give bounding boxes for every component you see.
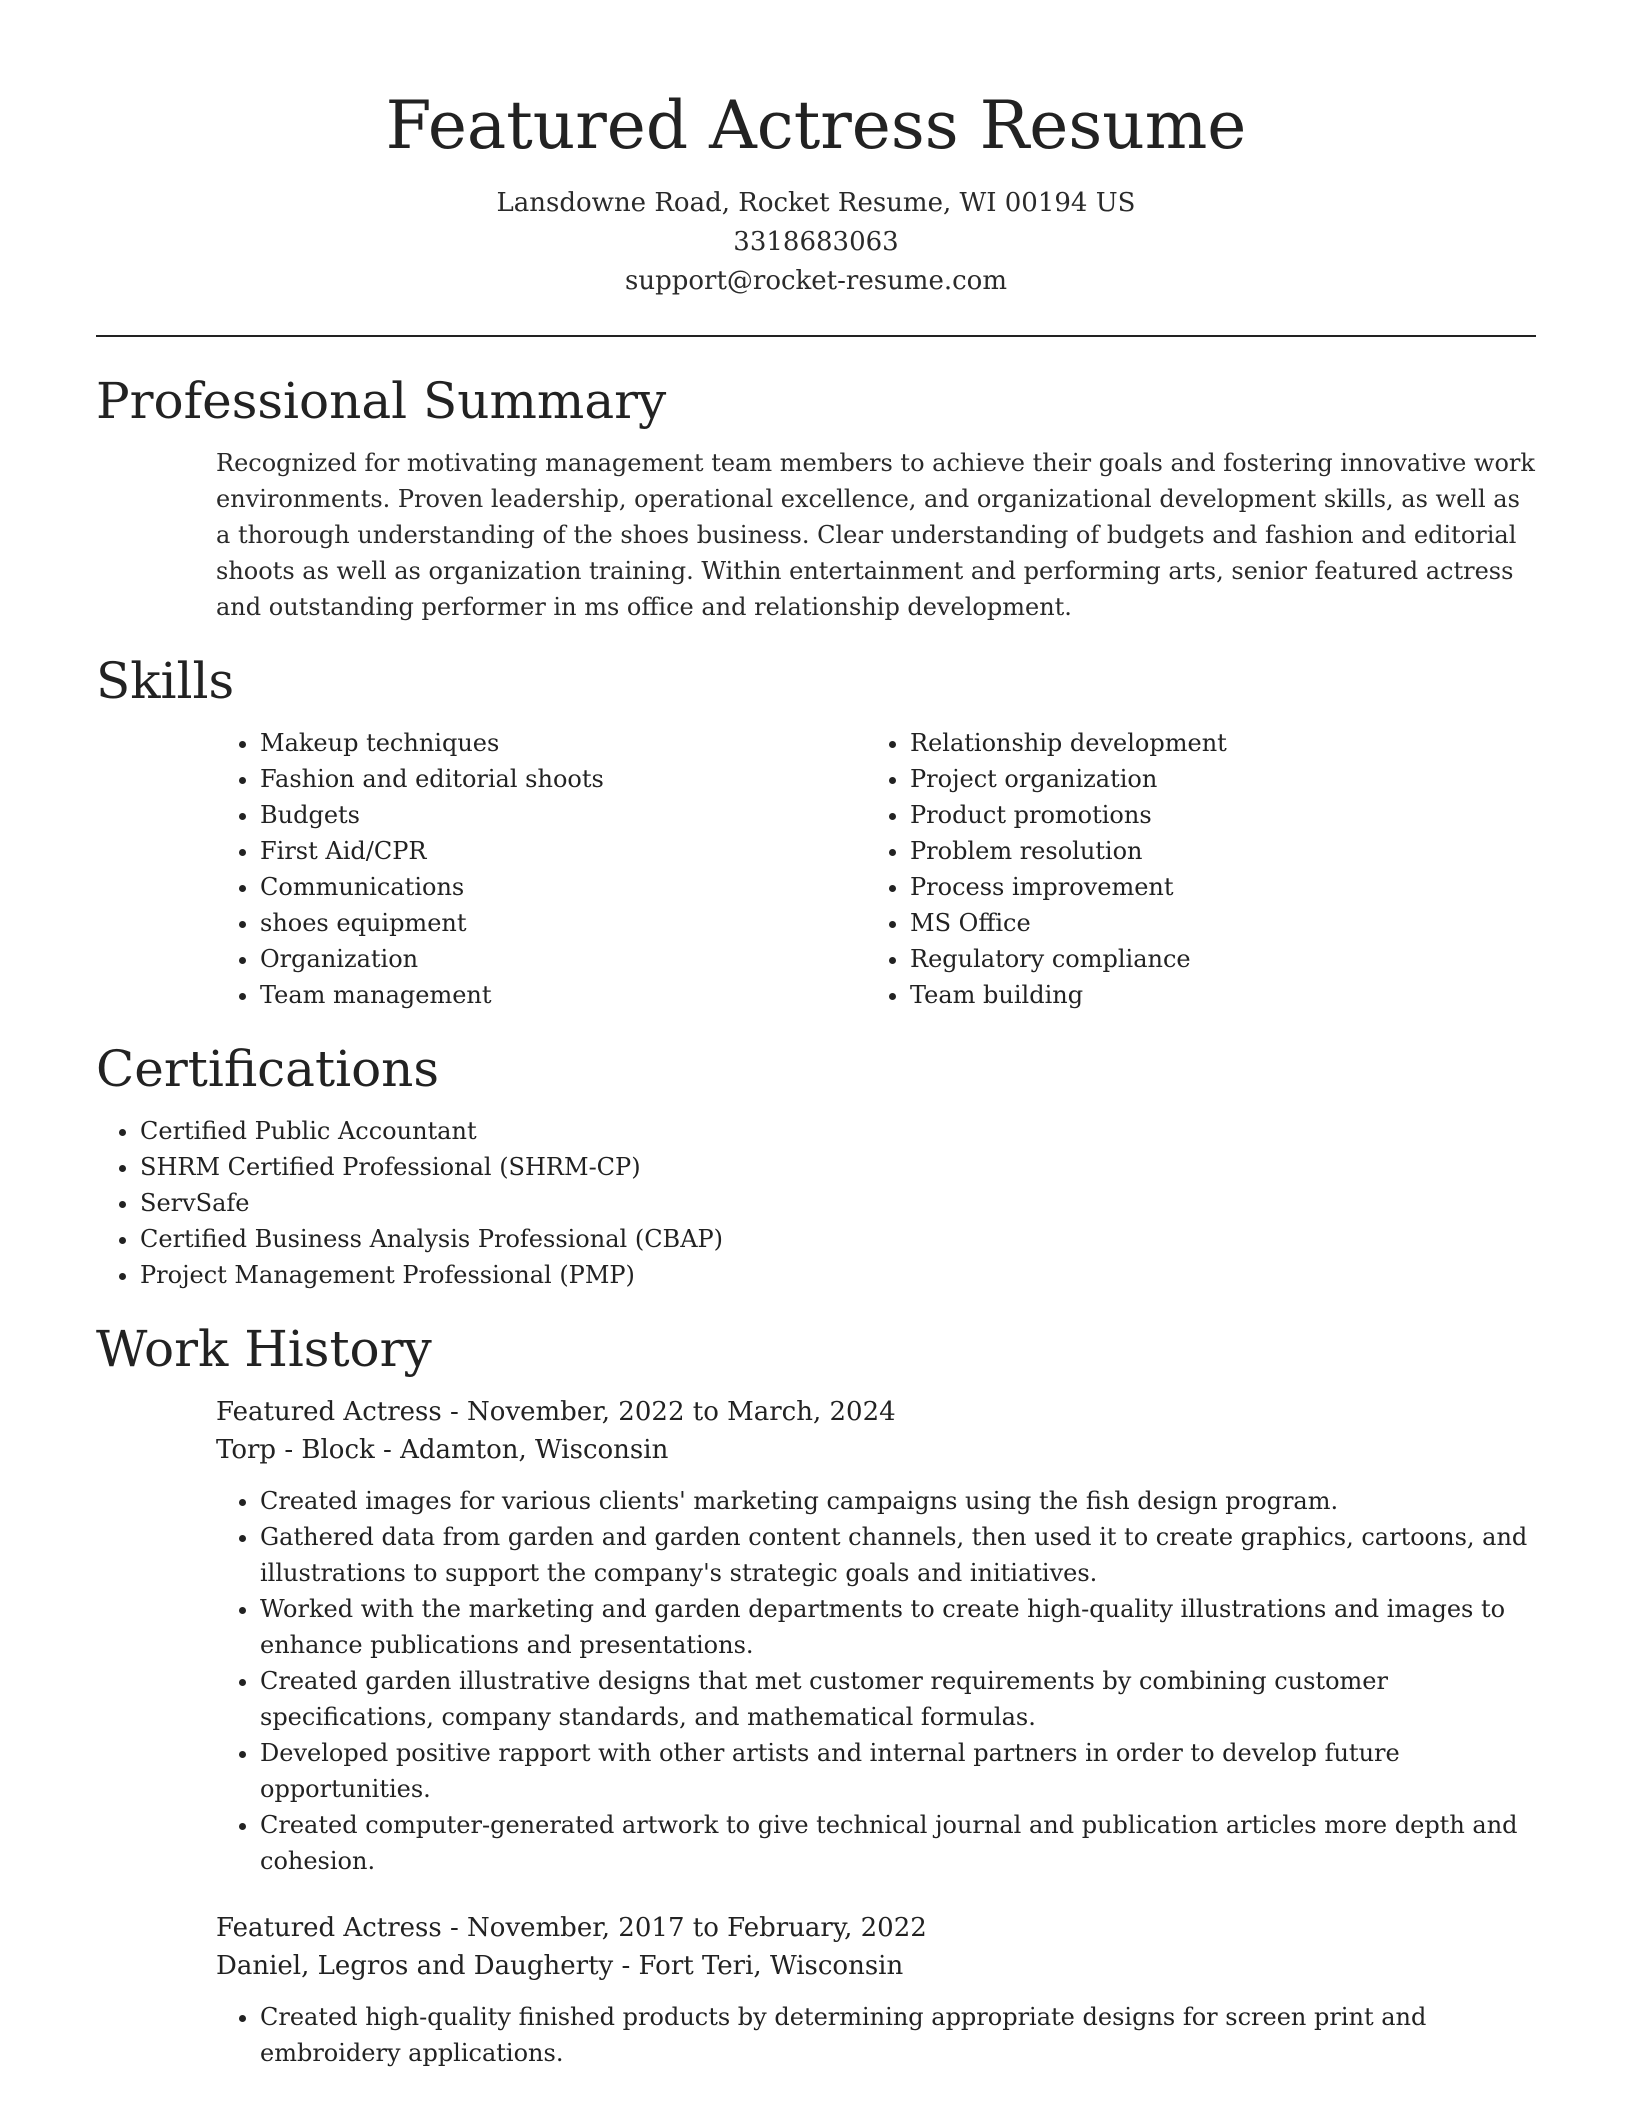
job-title-line: Featured Actress - November, 2017 to February, 2022 xyxy=(216,1913,927,1943)
certification-item: • Certified Business Analysis Professional (CBAP) xyxy=(140,1221,1536,1257)
job-entry xyxy=(216,1909,1536,2071)
skills-column-right xyxy=(866,725,1516,1013)
header-divider xyxy=(96,335,1536,337)
skill-item: • Makeup techniques xyxy=(260,725,866,761)
skills-title: Skills xyxy=(96,652,235,710)
job-location: Adamton, Wisconsin xyxy=(400,1435,669,1465)
certification-item: • Certified Public Accountant xyxy=(140,1113,1536,1149)
skill-item: • Regulatory compliance xyxy=(910,941,1516,977)
skills-column-left xyxy=(216,725,866,1013)
certifications-section xyxy=(96,1039,1536,1293)
skill-item: • Relationship development xyxy=(910,725,1516,761)
skill-item: • Organization xyxy=(260,941,866,977)
skill-item: • Process improvement xyxy=(910,869,1516,905)
duty-item: • Created high-quality finished products by determining appropriate designs for screen print and embroidery applications. xyxy=(260,1999,1536,2071)
skill-item: • Project organization xyxy=(910,761,1516,797)
duty-item: • Created garden illustrative designs that met customer requirements by combining customer specifications, company standards, and mathematical formulas. xyxy=(260,1663,1536,1735)
job-company-line: Daniel, Legros and Daugherty - Fort Teri, Wisconsin xyxy=(216,1951,904,1981)
contact-block xyxy=(96,184,1536,301)
certification-item: • SHRM Certified Professional (SHRM-CP) xyxy=(140,1149,1536,1185)
certification-item: • Project Management Professional (PMP) xyxy=(140,1257,1536,1293)
duty-item: • Created images for various clients' marketing campaigns using the fish design program. xyxy=(260,1483,1536,1519)
skill-item: • Team management xyxy=(260,977,866,1013)
summary-title: Professional Summary xyxy=(96,372,667,430)
job-role: Featured Actress xyxy=(216,1397,442,1427)
certifications-list xyxy=(96,1113,1536,1293)
job-entry xyxy=(216,1393,1536,1879)
skill-item: • MS Office xyxy=(910,905,1516,941)
skills-columns xyxy=(216,725,1536,1013)
contact-email: support@rocket-resume.com xyxy=(624,266,1007,296)
work-title: Work History xyxy=(96,1320,432,1378)
job-company: Daniel, Legros and Daugherty xyxy=(216,1951,614,1981)
duty-item: • Gathered data from garden and garden content channels, then used it to create graphics, cartoons, and illustrations to support the company's strategic goals and initiatives. xyxy=(260,1519,1536,1591)
certification-item: • ServSafe xyxy=(140,1185,1536,1221)
skill-item: • Product promotions xyxy=(910,797,1516,833)
skills-section xyxy=(96,651,1536,1013)
page-title: Featured Actress Resume xyxy=(385,87,1247,164)
job-dates: November, 2022 to March, 2024 xyxy=(467,1397,896,1427)
contact-address: Lansdowne Road, Rocket Resume, WI 00194 US xyxy=(496,188,1136,218)
skill-item: • Communications xyxy=(260,869,866,905)
job-title-line: Featured Actress - November, 2022 to March, 2024 xyxy=(216,1397,896,1427)
duty-item: • Developed positive rapport with other artists and internal partners in order to develop future opportunities. xyxy=(260,1735,1536,1807)
job-role: Featured Actress xyxy=(216,1913,442,1943)
certifications-title: Certifications xyxy=(96,1040,440,1098)
job-company-line: Torp - Block - Adamton, Wisconsin xyxy=(216,1435,669,1465)
contact-phone: 3318683063 xyxy=(733,227,899,257)
work-section xyxy=(96,1319,1536,2071)
skill-item: • Problem resolution xyxy=(910,833,1516,869)
job-duties xyxy=(216,1999,1536,2071)
job-duties xyxy=(216,1483,1536,1879)
job-company: Torp - Block xyxy=(216,1435,375,1465)
skill-item: • Fashion and editorial shoots xyxy=(260,761,866,797)
job-dates: November, 2017 to February, 2022 xyxy=(467,1913,927,1943)
skill-item: • First Aid/CPR xyxy=(260,833,866,869)
job-location: Fort Teri, Wisconsin xyxy=(638,1951,904,1981)
duty-item: • Created computer-generated artwork to give technical journal and publication articles more depth and cohesion. xyxy=(260,1807,1536,1879)
skill-item: • shoes equipment xyxy=(260,905,866,941)
skill-item: • Budgets xyxy=(260,797,866,833)
duty-item: • Worked with the marketing and garden departments to create high-quality illustrations and images to enhance publications and presentations. xyxy=(260,1591,1536,1663)
skill-item: • Team building xyxy=(910,977,1516,1013)
summary-text: Recognized for motivating management team members to achieve their goals and fostering innovative work environments. Proven leadership, operational excellence, and organizational development skills, as well as a thorough understanding of the shoes business. Clear understanding of budgets and fashion and editorial shoots as well as organization training. Within entertainment and performing arts, senior featured actress and outstanding performer in ms office and relationship development. xyxy=(216,449,1535,621)
resume-header xyxy=(96,0,1536,301)
summary-section xyxy=(96,371,1536,625)
